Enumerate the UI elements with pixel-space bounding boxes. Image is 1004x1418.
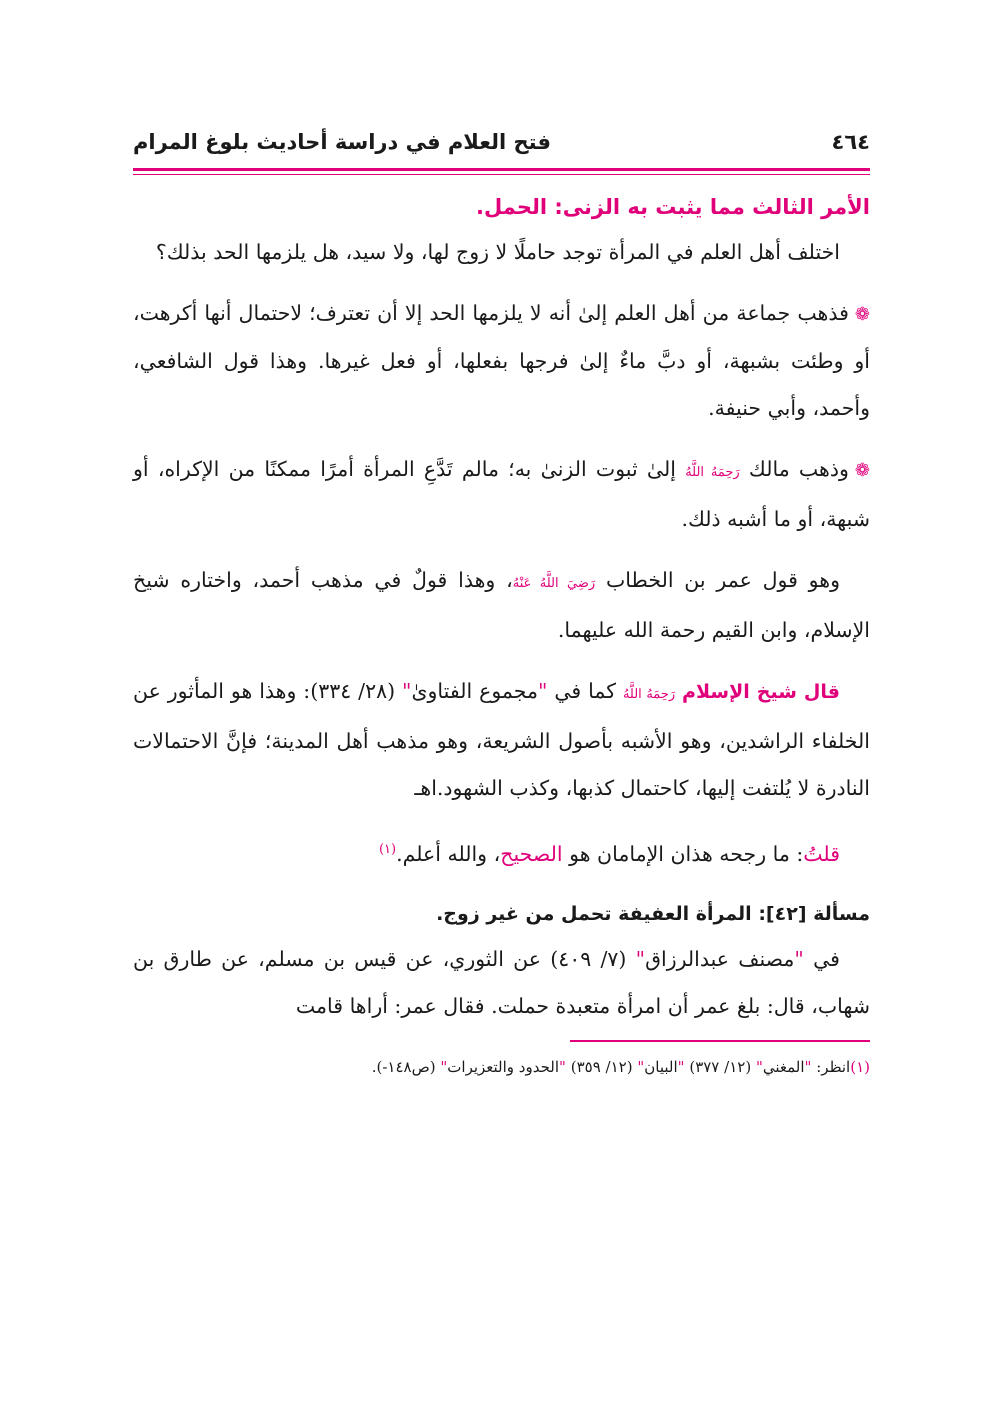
footnote-book-2: البيان (644, 1057, 678, 1076)
honorific-rahimahullah: رَحِمَهُ اللَّهُ (622, 687, 676, 702)
footnote-book-1: المغني (762, 1057, 805, 1076)
page-number: ٤٦٤ (831, 130, 870, 154)
paragraph-7: في "مصنف عبدالرزاق" (٧/ ٤٠٩) عن الثوري، عن قيس بن مسلم، عن طارق بن شهاب، قال: بلغ عمر أن امرأة متعبدة حملت. فقال عمر: أراها قامت (133, 946, 870, 1018)
paragraph-2 (133, 290, 870, 432)
running-title: فتح العلام في دراسة أحاديث بلوغ المرام (133, 130, 551, 154)
paragraph-1: اختلف أهل العلم في المرأة توجد حاملًا لا زوج لها، ولا سيد، هل يلزمها الحد بذلك؟ (155, 240, 840, 264)
flower-ornament-icon: ❁ (854, 460, 870, 481)
footnote-book-3: الحدود والتعزيرات (447, 1057, 560, 1076)
book-page (133, 130, 870, 1082)
footnote-text-b: (١٢/ ٣٧٧) (689, 1057, 752, 1076)
paragraph-5: قال شيخ الإسلام رَحِمَهُ اللَّهُ كما في "مجموع الفتاوىٰ" (٢٨/ ٣٣٤): وهذا هو المأثور عن الخلفاء الراشدين، وهو الأشبه بأصول الشريعة، وهو مذهب أهل المدينة؛ فإنَّ الاحتمالات النادرة لا يُلتفت إليها، كاحتمال كذبها، وكذب الشهود.اهـ (133, 679, 870, 800)
footnote-text-a: انظر: (816, 1057, 851, 1076)
paragraph-7-text-b: (٧/ ٤٠٩) عن الثوري، عن قيس بن مسلم، عن طارق بن شهاب، قال: بلغ عمر أن امرأة متعبدة حملت. فقال عمر: أراها قامت (133, 946, 870, 1018)
paragraph-6-text-b: ، والله أعلم. (396, 841, 501, 866)
quote-label: قال شيخ الإسلام (682, 681, 840, 703)
footnote-text-d: (ص١٤٨-). (371, 1057, 436, 1076)
header-rule-thin (133, 174, 870, 175)
paragraph-4 (133, 557, 870, 654)
paragraph-4-text-b: ، وهذا قولٌ في مذهب أحمد، واختاره شيخ الإسلام، وابن القيم رحمة الله عليهما. (133, 568, 870, 642)
book-title: مجموع الفتاوىٰ (411, 679, 538, 703)
paragraph-5-text-a: كما في (554, 679, 617, 703)
footnote-rule (570, 1040, 870, 1042)
paragraph-7-text-a: في (813, 946, 840, 971)
paragraph-5-text-b: (٢٨/ ٣٣٤): وهذا هو المأثور عن الخلفاء الراشدين، وهو الأشبه بأصول الشريعة، وهو مذهب أهل المدينة؛ فإنَّ الاحتمالات النادرة لا يُلتفت إليها، كاحتمال كذبها، وكذب الشهود.اهـ (133, 679, 870, 800)
section-heading: الأمر الثالث مما يثبت به الزنى: الحمل. (476, 195, 870, 219)
footnote-text-c: (١٢/ ٣٥٩) (570, 1057, 633, 1076)
qultu-label: قلتُ (803, 841, 840, 866)
honorific-radiallahu: رَضِيَ اللَّهُ عَنْهُ (512, 576, 596, 591)
flower-ornament-icon: ❁ (854, 304, 870, 325)
book-title: مصنف عبدالرزاق (645, 946, 795, 971)
issue-heading: مسألة [٤٢]: المرأة العفيفة تحمل من غير زوج. (436, 902, 870, 925)
footnote: (١)انظر: "المغني" (١٢/ ٣٧٧) "البيان" (١٢/ ٣٥٩) "الحدود والتعزيرات" (ص١٤٨-). (371, 1057, 870, 1076)
paragraph-2-text: فذهب جماعة من أهل العلم إلىٰ أنه لا يلزمها الحد إلا أن تعترف؛ لاحتمال أنها أكرهت، أو وطئت بشبهة، أو دبَّ ماءٌ إلىٰ فرجها بفعلها، أو فعل غيرها. وهذا قول الشافعي، وأحمد، وأبي حنيفة. (133, 301, 870, 420)
footnote-number: (١) (850, 1057, 870, 1076)
paragraph-6-text-a: : ما رجحه هذان الإمامان هو (569, 841, 804, 866)
paragraph-4-text-a: وهو قول عمر بن الخطاب (605, 568, 840, 592)
running-header (133, 130, 870, 166)
paragraph-6 (133, 826, 870, 878)
footnote-reference[interactable]: (١) (378, 842, 397, 857)
honorific-rahimahullah: رَحِمَهُ اللَّهُ (685, 465, 740, 480)
paragraph-3-text-a: وذهب مالك (748, 457, 849, 481)
paragraph-3-text-b: إلىٰ ثبوت الزنىٰ به؛ مالم تَدَّعِ المرأة أمرًا ممكنًا من الإكراه، أو شبهة، أو ما أشبه ذلك. (133, 457, 870, 531)
paragraph-3 (133, 446, 870, 543)
header-rule-thick (133, 168, 870, 171)
sahih-word: الصحيح (500, 841, 563, 866)
